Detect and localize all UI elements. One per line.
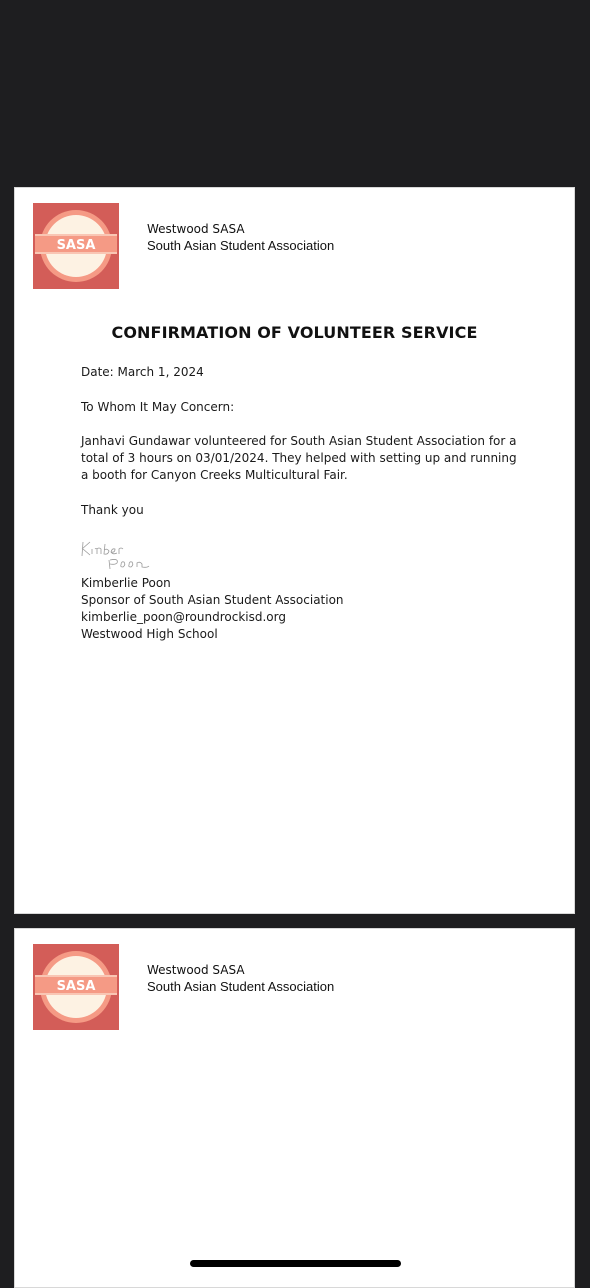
letter-paragraph bbox=[81, 433, 521, 484]
document-page-2 bbox=[14, 928, 575, 1288]
paragraph-line: Janhavi Gundawar volunteered for South Asian Student Association for a bbox=[81, 434, 517, 448]
letter-title: CONFIRMATION OF VOLUNTEER SERVICE bbox=[111, 323, 478, 342]
org-full-name: South Asian Student Association bbox=[147, 979, 335, 994]
signer-school: Westwood High School bbox=[81, 627, 218, 641]
signer-email: kimberlie_poon@roundrockisd.org bbox=[81, 610, 286, 624]
letter-date: Date: March 1, 2024 bbox=[81, 365, 204, 379]
letter-closing: Thank you bbox=[81, 503, 144, 517]
letter-salutation: To Whom It May Concern: bbox=[81, 400, 235, 414]
org-short-name: Westwood SASA bbox=[147, 222, 245, 236]
home-indicator[interactable] bbox=[190, 1260, 401, 1267]
paragraph-line: total of 3 hours on 03/01/2024. They helped with setting up and running bbox=[81, 451, 517, 465]
logo-text: SASA bbox=[56, 979, 96, 994]
sasa-logo bbox=[33, 944, 119, 1030]
org-short-name: Westwood SASA bbox=[147, 963, 245, 977]
handwritten-signature bbox=[79, 536, 159, 572]
paragraph-line: a booth for Canyon Creeks Multicultural Fair. bbox=[81, 468, 348, 482]
document-page-1 bbox=[14, 187, 575, 914]
org-full-name: South Asian Student Association bbox=[147, 238, 335, 253]
signer-name: Kimberlie Poon bbox=[81, 576, 171, 590]
signer-role: Sponsor of South Asian Student Association bbox=[81, 593, 344, 607]
sasa-logo bbox=[33, 203, 119, 289]
logo-text: SASA bbox=[56, 238, 96, 253]
signer-block bbox=[81, 575, 521, 643]
